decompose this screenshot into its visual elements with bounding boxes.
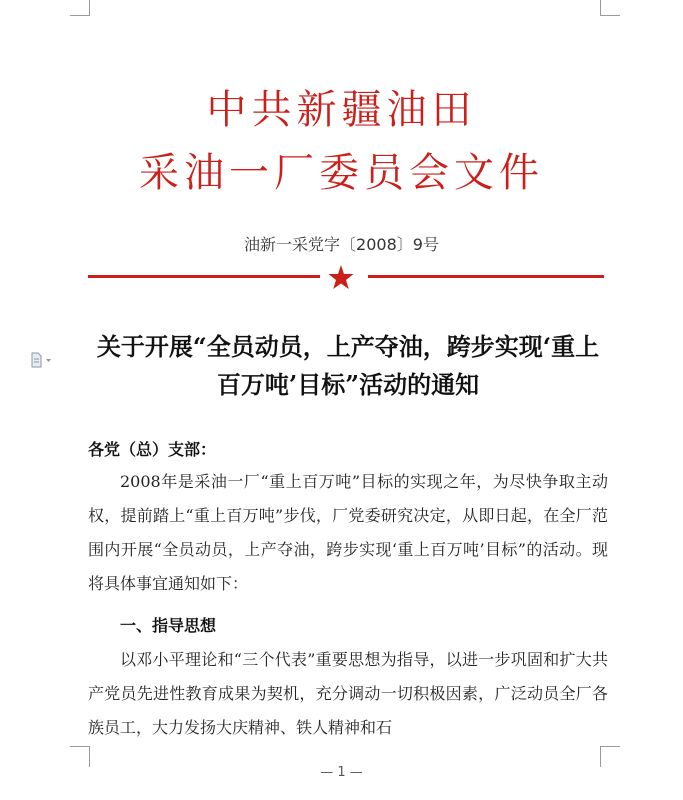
page-number: — 1 — (320, 765, 363, 780)
document-number: 油新一采党字〔2008〕9号 (244, 235, 439, 254)
notice-title: 关于开展“全员动员，上产夺油，跨步实现‘重上百万吨’目标”活动的通知 (96, 332, 600, 399)
page-corner-top-left (70, 0, 90, 16)
page-corner-top-right (600, 0, 620, 16)
paragraph-guiding-ideology: 以邓小平理论和“三个代表”重要思想为指导，以进一步巩固和扩大共产党员先进性教育成果为契机，充分调动一切积极因素，广泛动员全厂各族员工，大力发扬大庆精神、铁人精神和石 (88, 650, 608, 737)
salutation: 各党（总）支部： (88, 440, 217, 459)
page-corner-bottom-right (600, 746, 620, 767)
document-header-line2: 采油一厂委员会文件 (139, 150, 544, 196)
section-heading-guiding-ideology: 一、指导思想 (120, 616, 217, 635)
red-separator-right (368, 275, 604, 278)
red-separator-left (88, 275, 320, 278)
document-icon[interactable] (30, 352, 54, 368)
page-corner-bottom-left (70, 746, 90, 767)
star-icon (328, 264, 354, 290)
document-header-line1: 中共新疆油田 (206, 87, 477, 133)
paragraph-intro: 2008年是采油一厂“重上百万吨”目标的实现之年，为尽快争取主动权，提前踏上“重上百万吨”步伐，厂党委研究决定，从即日起，在全厂范围内开展“全员动员，上产夺油，跨步实现‘重上百万吨’目标”的活动。现将具体事宜通知如下： (88, 472, 608, 593)
